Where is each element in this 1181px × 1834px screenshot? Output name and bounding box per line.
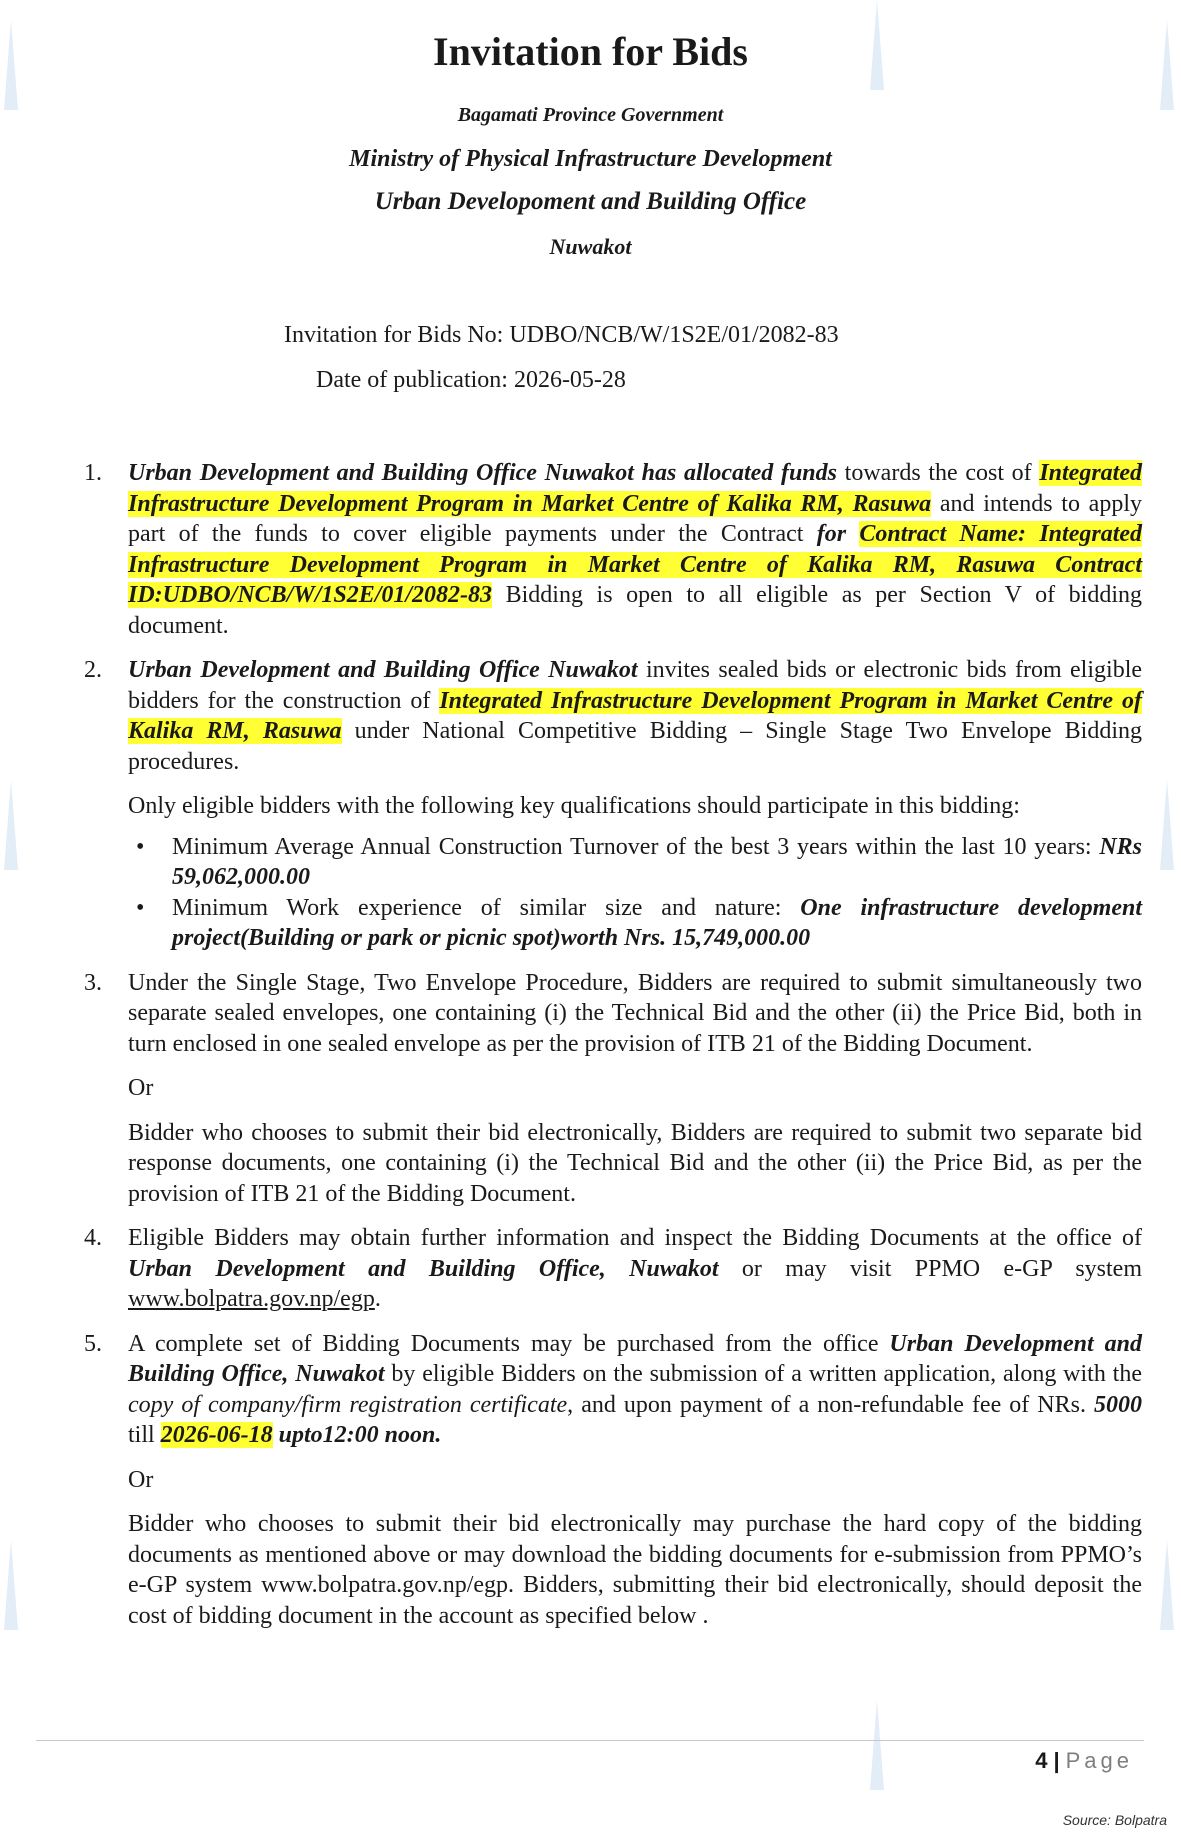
clause-number: 2. (84, 657, 102, 683)
clause-number: 5. (84, 1330, 102, 1357)
or-separator: Or (128, 1075, 154, 1101)
clause-text: A complete set of Bidding Documents may be purchased from the office Urban Development and Building Office, Nuwakot by eligible Bidders on the submission of a written application, along with the copy of company/firm registration certificate, and upon payment of a non-refundable fee of NRs. 5000 till 2026-06-18 upto12:00 noon. (128, 1330, 1143, 1448)
clause-text: Eligible Bidders may obtain further information and inspect the Bidding Documents at the office of Urban Development and Building Office, Nuwakot or may visit PPMO e-GP system www.bolpatra.gov.np/egp. (128, 1225, 1142, 1312)
header-province: Bagamati Province Government (457, 104, 724, 126)
or-separator: Or (128, 1466, 154, 1493)
clause-4 (84, 1223, 1142, 1315)
footer-divider (36, 1740, 1144, 1741)
header-office: Urban Developoment and Building Office (374, 188, 807, 215)
clause-text-electronic: Bidder who chooses to submit their bid electronically may purchase the hard copy of the bidding documents as mentioned above or may download the bidding documents for e-submission from PPMO’s e-GP system www.bolpatra.gov.np/egp. Bidders, submitting their bid electronically, should deposit the cost of bidding document in the account as specified below . (128, 1511, 1142, 1629)
ifb-number: Invitation for Bids No: UDBO/NCB/W/1S2E/01/2082-83 (284, 322, 839, 348)
bullet-icon: • (136, 894, 145, 921)
bolpatra-link[interactable]: www.bolpatra.gov.np/egp (128, 1286, 375, 1312)
source-label: Source: Bolpatra (1062, 1812, 1167, 1828)
clause-number: 3. (84, 969, 102, 996)
highlight-project: Integrated Infrastructure Development Program in Market Centre of Kalika RM, Rasuwa (128, 687, 1142, 744)
highlight-contract: Contract Name: Integrated Infrastructure Development Program in Market Centre of Kalika RM, Rasuwa Contract ID:UDBO/NCB/W/1S2E/01/2082-83 (128, 521, 1143, 608)
publication-date: Date of publication: 2026-05-28 (316, 367, 626, 393)
clause-number: 4. (84, 1225, 102, 1251)
header-ministry: Ministry of Physical Infrastructure Development (349, 146, 832, 172)
clause-text: Urban Development and Building Office Nuwakot invites sealed bids or electronic bids from eligible bidders for the construction of Integrated Infrastructure Development Program in Market Centre of Kalika RM, Rasuwa under National Competitive Bidding – Single Stage Two Envelope Bidding procedures. (128, 657, 1143, 775)
highlight-project: Integrated Infrastructure Development Program in Market Centre of Kalika RM, Rasuwa (128, 460, 1142, 517)
header-district: Nuwakot (549, 234, 632, 259)
list-item: • Minimum Work experience of similar size and nature: One infrastructure development project(Building or park or picnic spot)worth Nrs. 15,749,000.00 (136, 894, 1142, 951)
clause-text: Under the Single Stage, Two Envelope Procedure, Bidders are required to submit simultaneously two separate sealed envelopes, one containing (i) the Technical Bid and the other (ii) the Price Bid, both in turn enclosed in one sealed envelope as per the provision of ITB 21 of the Bidding Document. (128, 969, 1142, 1057)
clause-1 (84, 458, 1142, 641)
clause-text-electronic: Bidder who chooses to submit their bid electronically, Bidders are required to submit two separate bid response documents, one containing (i) the Technical Bid and the other (ii) the Price Bid, as per the provision of ITB 21 of the Bidding Document. (128, 1119, 1142, 1207)
page-title: Invitation for Bids (433, 29, 748, 74)
page-number: 4 | Page (1035, 1748, 1133, 1773)
clause-text: Urban Development and Building Office Nuwakot has allocated funds towards the cost of Integrated Infrastructure Development Program in Market Centre of Kalika RM, Rasuwa and intends to apply part of the funds to cover eligible payments under the Contract for Contract Name: Integrated Infrastructure Development Program in Market Centre of Kalika RM, Rasuwa Contract ID:UDBO/NCB/W/1S2E/01/2082-83 Bidding is open to all eligible as per Section V of bidding document. (128, 460, 1143, 639)
highlight-deadline: 2026-06-18 (160, 1422, 273, 1448)
clause-number: 1. (84, 460, 102, 486)
clauses-list (84, 458, 1142, 1645)
clause-3 (84, 968, 1142, 1210)
clause-2 (84, 655, 1142, 954)
bullet-icon: • (136, 833, 145, 860)
qualification-intro: Only eligible bidders with the following key qualifications should participate in this bidding: (128, 793, 1020, 819)
list-item: • Minimum Average Annual Construction Turnover of the best 3 years within the last 10 years: NRs 59,062,000.00 (136, 833, 1142, 890)
clause-5 (84, 1329, 1142, 1632)
qualification-list (128, 832, 1142, 954)
